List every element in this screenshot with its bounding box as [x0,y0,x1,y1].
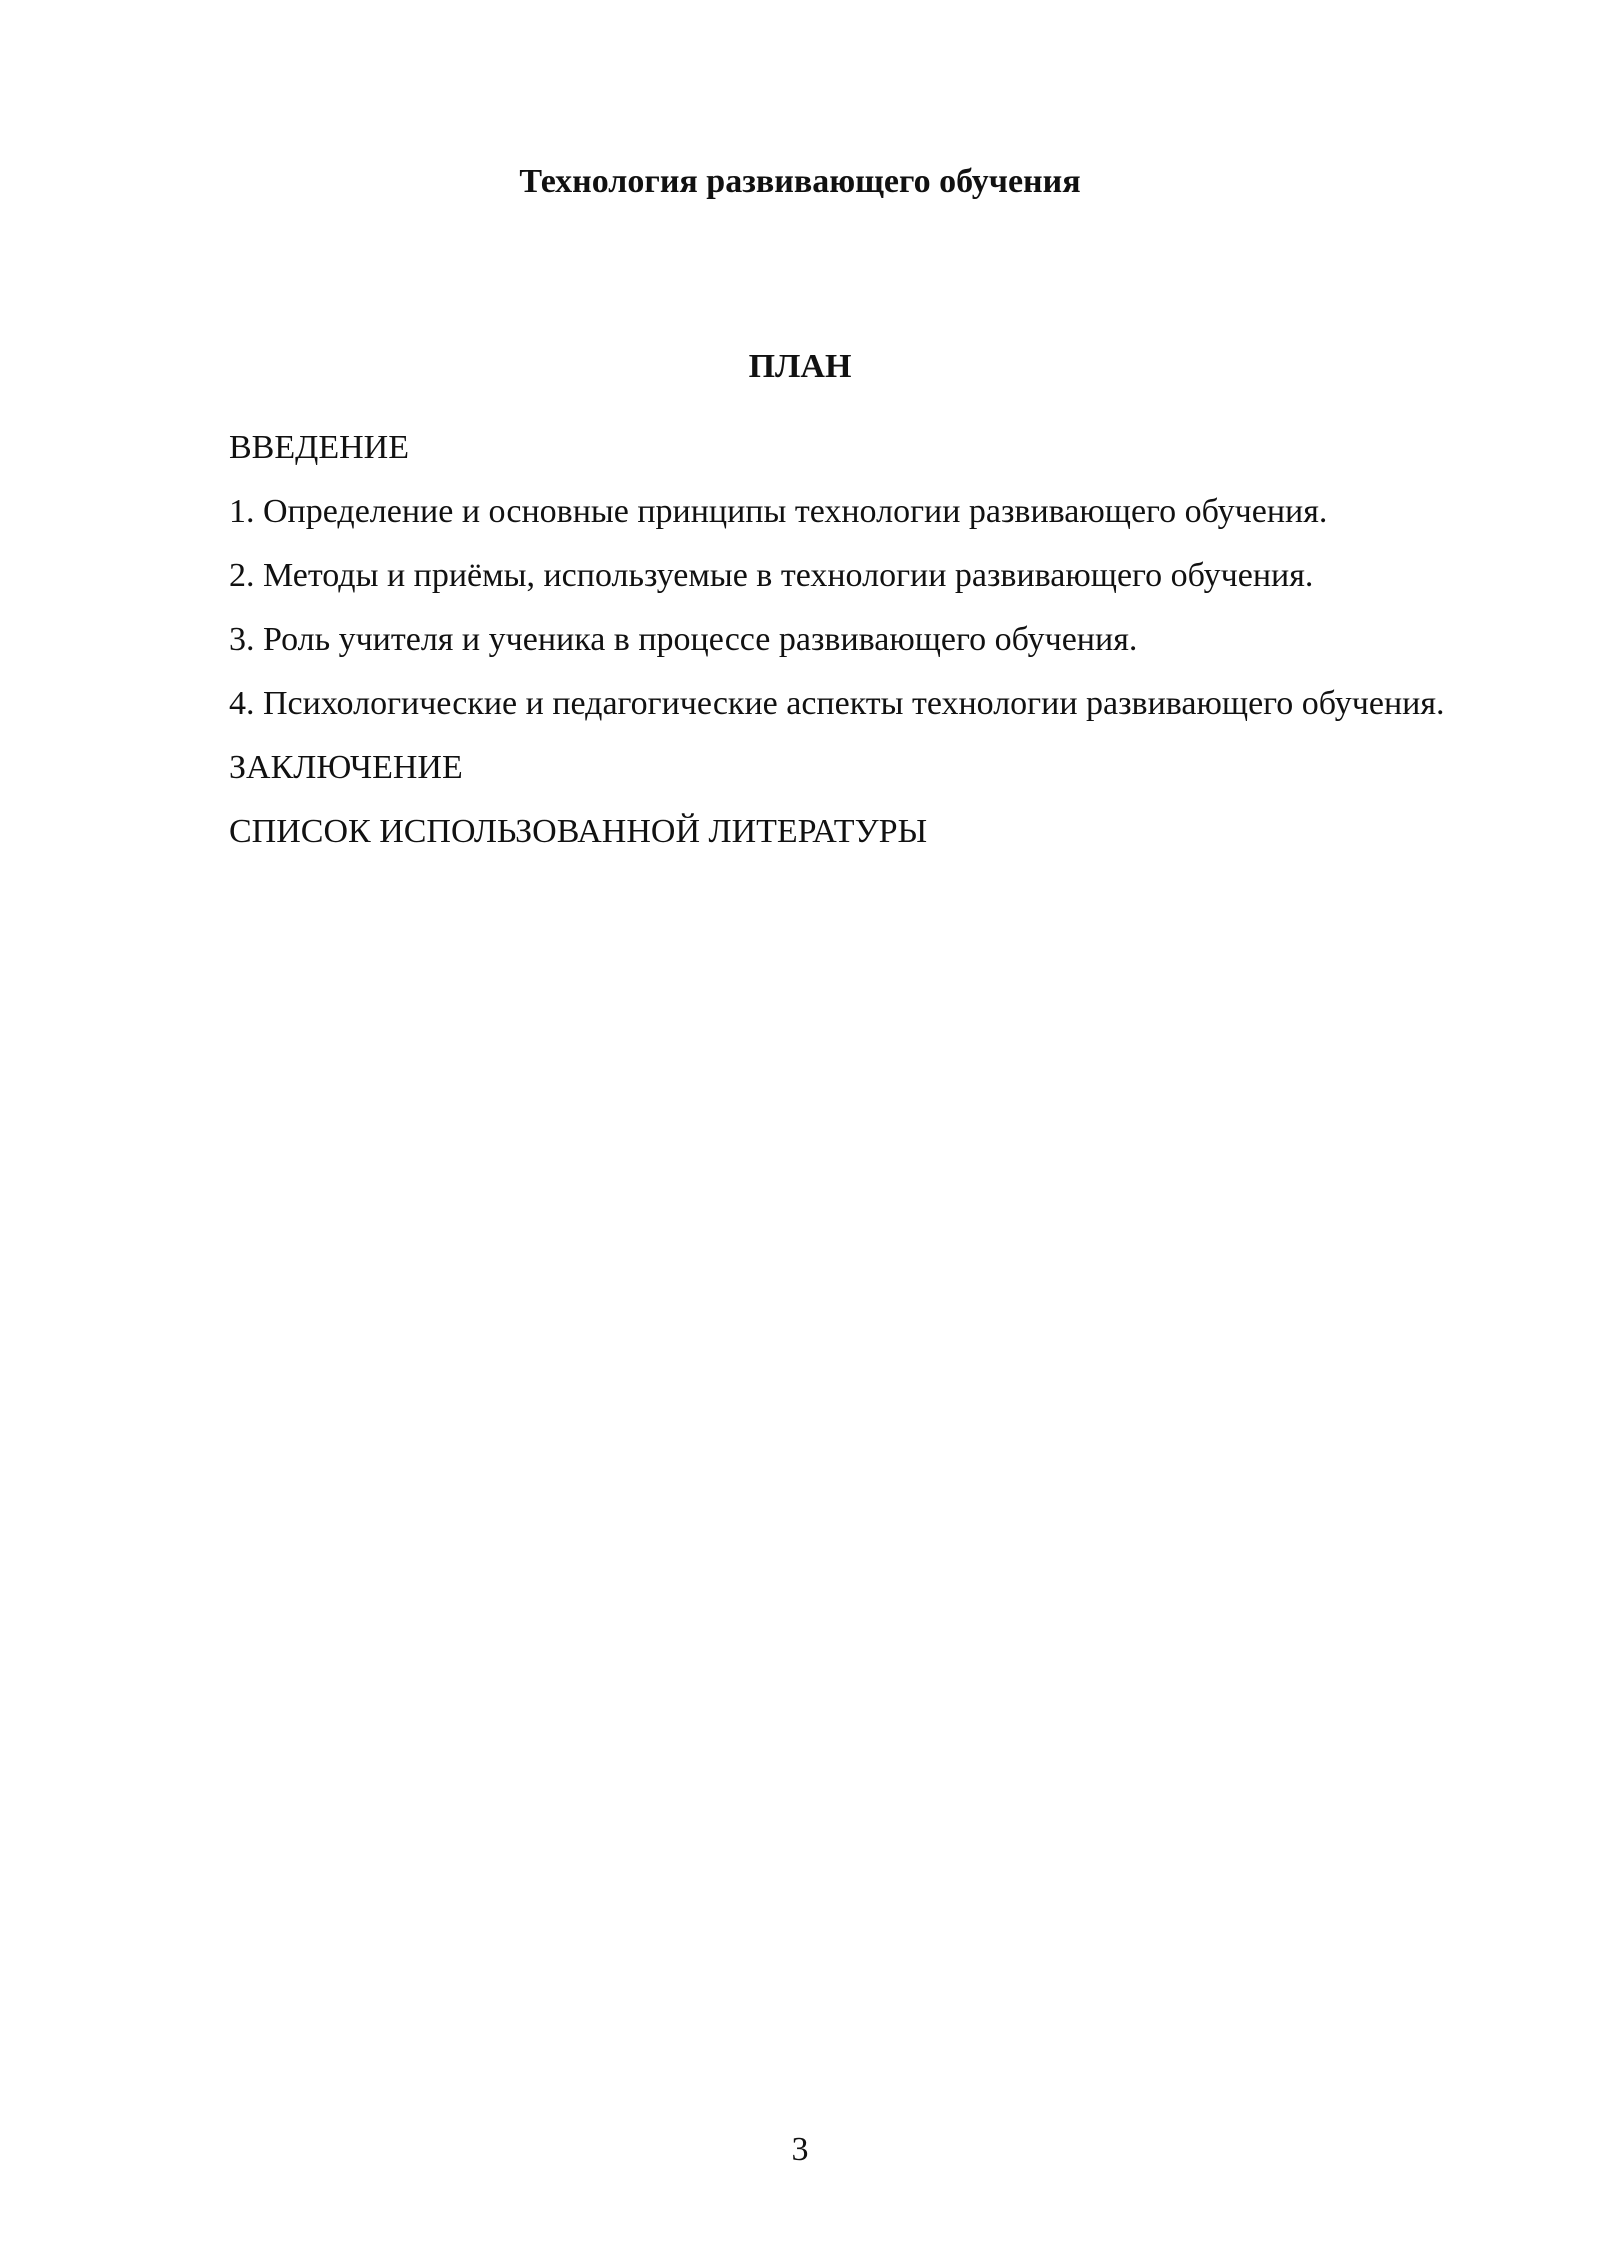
toc-item-introduction: ВВЕДЕНИЕ [229,429,409,466]
table-of-contents [229,420,1469,868]
toc-item-2: 2. Методы и приёмы, используемые в технологии развивающего обучения. [229,557,1314,594]
plan-heading: ПЛАН [748,348,852,385]
document-title: Технология развивающего обучения [519,163,1081,200]
toc-item-conclusion: ЗАКЛЮЧЕНИЕ [229,749,463,786]
toc-item-references: СПИСОК ИСПОЛЬЗОВАННОЙ ЛИТЕРАТУРЫ [229,813,928,850]
toc-item-4: 4. Психологические и педагогические аспекты технологии развивающего обучения. [229,685,1445,722]
toc-item-1: 1. Определение и основные принципы технологии развивающего обучения. [229,493,1328,530]
page-number: 3 [791,2131,809,2168]
toc-item-3: 3. Роль учителя и ученика в процессе развивающего обучения. [229,621,1138,658]
